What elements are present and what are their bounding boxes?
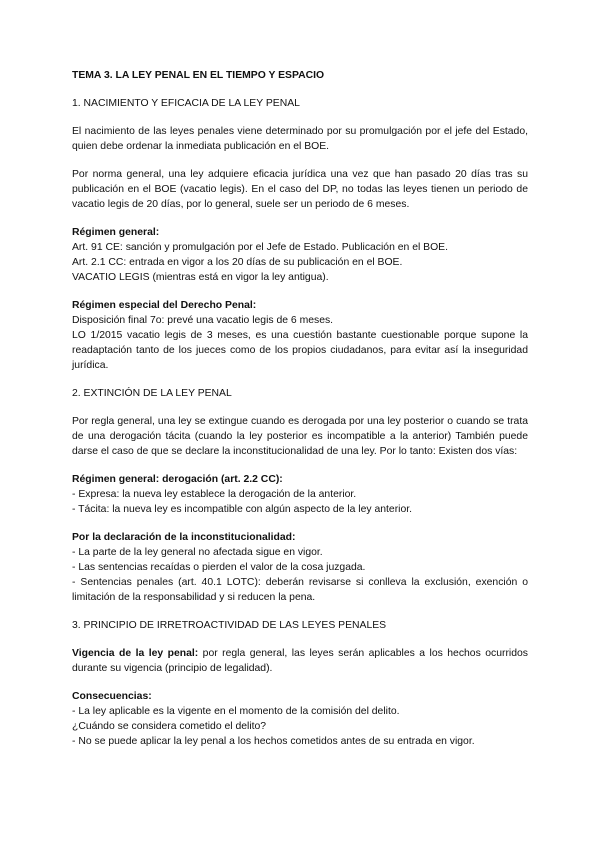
consecuencias-line: - No se puede aplicar la ley penal a los hechos cometidos antes de su entrada en vigor.	[72, 736, 475, 747]
document-title: TEMA 3. LA LEY PENAL EN EL TIEMPO Y ESPACIO	[72, 70, 325, 81]
derogacion-heading: Régimen general: derogación (art. 2.2 CC):	[72, 474, 283, 485]
section-3-paragraph-vigencia	[72, 646, 528, 676]
inconstitucionalidad-line: - Sentencias penales (art. 40.1 LOTC): deberán revisarse si conlleva la exclusión, exención o limitación de la responsabilidad y si reducen la pena.	[72, 577, 528, 603]
regimen-general-line: Art. 91 CE: sanción y promulgación por el Jefe de Estado. Publicación en el BOE.	[72, 242, 449, 253]
section-2-heading: 2. EXTINCIÓN DE LA LEY PENAL	[72, 388, 232, 399]
regimen-especial-block	[72, 298, 528, 373]
inconstitucionalidad-line: - Las sentencias recaídas o pierden el valor de la cosa juzgada.	[72, 562, 366, 573]
document-body	[72, 68, 528, 762]
vigencia-text: por regla general, las leyes serán aplicables a los hechos ocurridos durante su vigencia (principio de legalidad).	[72, 648, 528, 674]
regimen-general-line: Art. 2.1 CC: entrada en vigor a los 20 días de su publicación en el BOE.	[72, 257, 403, 268]
derogacion-block	[72, 472, 528, 517]
regimen-general-block	[72, 225, 528, 285]
consecuencias-block	[72, 689, 528, 749]
inconstitucionalidad-heading: Por la declaración de la inconstitucionalidad:	[72, 532, 296, 543]
inconstitucionalidad-line: - La parte de la ley general no afectada sigue en vigor.	[72, 547, 323, 558]
consecuencias-line: ¿Cuándo se considera cometido el delito?	[72, 721, 267, 732]
regimen-especial-line: LO 1/2015 vacatio legis de 3 meses, es una cuestión bastante cuestionable porque supone la readaptación tanto de los jueces como de los propios ciudadanos, para evitar así la inseguridad jurídica.	[72, 330, 528, 371]
section-3-heading: 3. PRINCIPIO DE IRRETROACTIVIDAD DE LAS LEYES PENALES	[72, 620, 387, 631]
consecuencias-heading: Consecuencias:	[72, 691, 152, 702]
section-1-heading: 1. NACIMIENTO Y EFICACIA DE LA LEY PENAL	[72, 98, 300, 109]
derogacion-line: - Tácita: la nueva ley es incompatible con algún aspecto de la ley anterior.	[72, 504, 413, 515]
inconstitucionalidad-block	[72, 530, 528, 605]
section-1-paragraph-2: Por norma general, una ley adquiere eficacia jurídica una vez que han pasado 20 días tras su publicación en el BOE (vacatio legis). En el caso del DP, no todas las leyes tienen un periodo de vacatio legis de 20 días, por lo general, suele ser un periodo de 6 meses.	[72, 169, 528, 210]
regimen-general-line: VACATIO LEGIS (mientras está en vigor la ley antigua).	[72, 272, 329, 283]
regimen-general-heading: Régimen general:	[72, 227, 160, 238]
vigencia-heading: Vigencia de la ley penal:	[72, 648, 199, 659]
consecuencias-line: - La ley aplicable es la vigente en el momento de la comisión del delito.	[72, 706, 400, 717]
section-2-paragraph-1: Por regla general, una ley se extingue cuando es derogada por una ley posterior o cuando se trata de una derogación tácita (cuando la ley posterior es incompatible a la anterior) También puede darse el caso de que se declare la inconstitucionalidad de una ley. Por lo tanto: Existen dos vías:	[72, 416, 528, 457]
derogacion-line: - Expresa: la nueva ley establece la derogación de la anterior.	[72, 489, 357, 500]
regimen-especial-line: Disposición final 7o: prevé una vacatio legis de 6 meses.	[72, 315, 334, 326]
section-1-paragraph-1: El nacimiento de las leyes penales viene determinado por su promulgación por el jefe del Estado, quien debe ordenar la inmediata publicación en el BOE.	[72, 126, 528, 152]
regimen-especial-heading: Régimen especial del Derecho Penal:	[72, 300, 257, 311]
